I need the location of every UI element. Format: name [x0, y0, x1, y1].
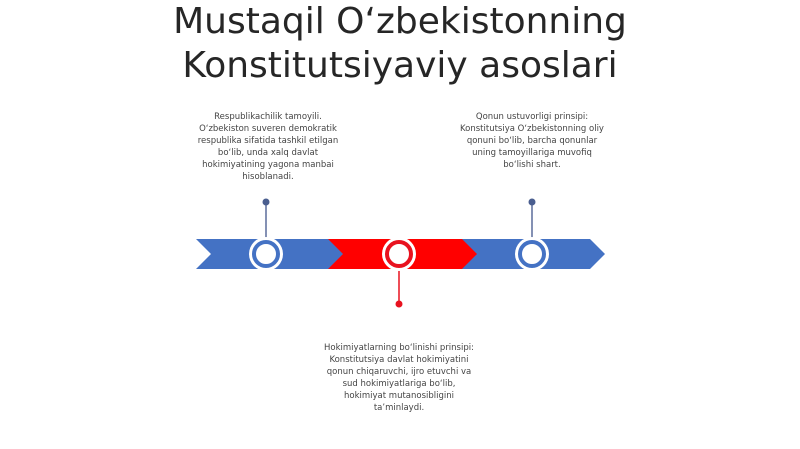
note-left-line: hisoblanadi.	[242, 172, 294, 182]
note-left-line: bo‘lib, unda xalq davlat	[217, 148, 319, 158]
connector-right-dot	[529, 199, 536, 206]
note-right-line: bo‘lishi shart.	[503, 160, 561, 170]
note-bottom-line: sud hokimiyatlariga bo‘lib,	[342, 379, 456, 389]
note-bottom-line: Konstitutsiya davlat hokimiyatini	[329, 355, 469, 365]
note-right-line: qonuni bo‘lib, barcha qonunlar	[466, 136, 598, 146]
connector-left-dot	[263, 199, 270, 206]
note-left-line: hokimiyatining yagona manbai	[202, 160, 334, 170]
note-right-line: Konstitutsiya O‘zbekistonning oliy	[460, 124, 604, 134]
note-bottom-line: Hokimiyatlarning bo‘linishi prinsipi:	[324, 343, 474, 353]
marker-middle	[382, 237, 416, 271]
connector-bottom-dot	[396, 301, 403, 308]
note-bottom-line: hokimiyat mutanosibligini	[344, 391, 454, 401]
note-left-line: O‘zbekiston suveren demokratik	[199, 124, 337, 134]
note-bottom	[319, 342, 479, 414]
title-line-2: Konstitutsiyaviy asoslari	[182, 45, 618, 86]
note-right-line: Qonun ustuvorligi prinsipi:	[475, 112, 589, 122]
note-left-line: respublika sifatida tashkil etilgan	[197, 136, 339, 146]
note-left	[188, 111, 348, 183]
note-bottom-line: ta’minlaydi.	[373, 403, 425, 413]
marker-right	[515, 237, 549, 271]
note-right	[452, 111, 612, 171]
note-bottom-line: qonun chiqaruvchi, ijro etuvchi va	[326, 367, 472, 377]
marker-left	[249, 237, 283, 271]
title-line-1: Mustaqil O‘zbekistonning	[173, 1, 627, 42]
note-left-line: Respublikachilik tamoyili.	[214, 112, 322, 122]
note-right-line: uning tamoyillariga muvofiq	[472, 148, 592, 158]
